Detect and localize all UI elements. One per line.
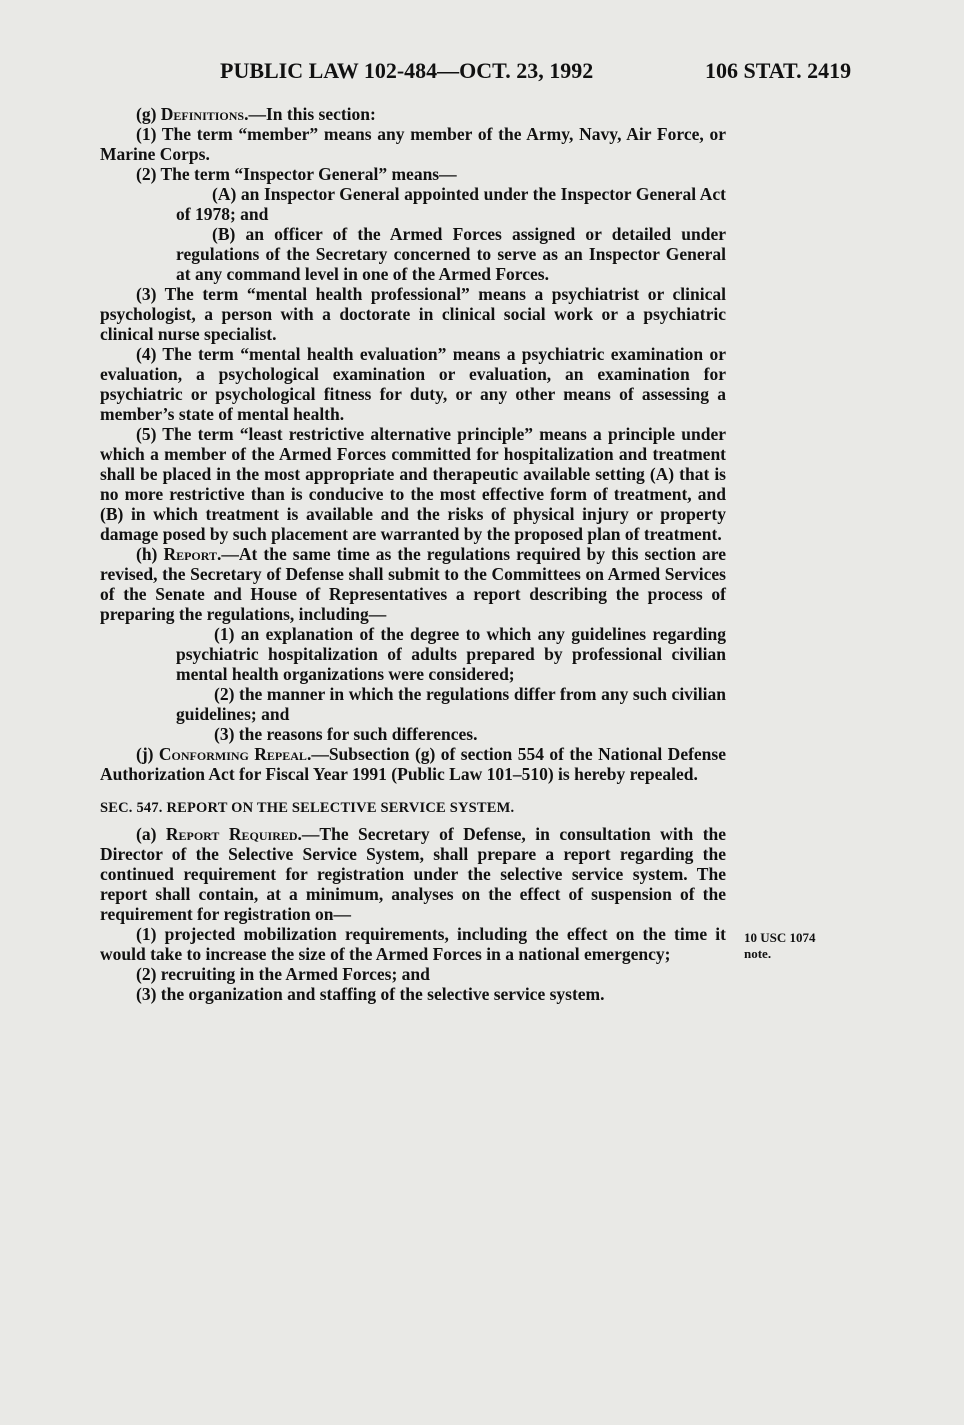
definition-3: (3) The term “mental health professional” means a psychiatrist or clinical psychologist, a person with a doctorate in clinical social work or a psychiatric clinical nurse specialist. <box>100 284 726 344</box>
subsection-h-heading: Report <box>163 544 217 564</box>
subsection-g-heading: Definitions <box>160 104 245 124</box>
report-item-3: (3) the reasons for such differences. <box>214 724 478 744</box>
margin-citation-note <box>744 930 864 962</box>
header-page-ref: 106 STAT. 2419 <box>705 58 852 83</box>
definition-5: (5) The term “least restrictive alternative principle” means a principle under which a member of the Armed Forces committed for hospitalization and treatment shall be placed in the most appropriate and therapeutic available setting (A) that is no more restrictive than is conducive to the most effective form of treatment, and (B) in which treatment is available and the risks of physical injury or property damage posed by such placement are warranted by the proposed plan of treatment. <box>100 424 726 544</box>
margin-note-line-2: note. <box>744 946 772 961</box>
definition-4: (4) The term “mental health evaluation” means a psychiatric examination or evaluation, a psychological examination or evaluation, an examination for psychiatric or psychological fitness for duty, or any other means of assessing a member’s state of mental health. <box>100 344 726 424</box>
report-item-2: (2) the manner in which the regulations differ from any such civilian guidelines; and <box>176 684 726 724</box>
subsection-j: (j) Conforming Repeal.—Subsection (g) of section 554 of the National Defense Authorization Act for Fiscal Year 1991 (Public Law 101–510) is hereby repealed. <box>100 744 726 784</box>
subsection-h-intro: (h) Report.—At the same time as the regulations required by this section are revised, the Secretary of Defense shall submit to the Committees on Armed Services of the Senate and House of Representatives a report describing the process of preparing the regulations, including— <box>100 544 726 624</box>
section-547-item-1: (1) projected mobilization requirements, including the effect on the time it would take to increase the size of the Armed Forces in a national emergency; <box>100 924 726 964</box>
page-header <box>0 58 964 88</box>
body-text <box>100 104 726 1004</box>
subsection-j-heading: Conforming Repeal <box>158 744 307 764</box>
section-547-item-2: (2) recruiting in the Armed Forces; and <box>136 964 430 984</box>
margin-note-line-1: 10 USC 1074 <box>744 930 816 945</box>
subsection-g-intro: (g) Definitions.—In this section: <box>136 104 376 124</box>
definition-2: (2) The term “Inspector General” means— <box>136 164 457 184</box>
definition-2b: (B) an officer of the Armed Forces assigned or detailed under regulations of the Secretary concerned to serve as an Inspector General at any command level in one of the Armed Forces. <box>176 224 726 284</box>
section-547-item-3: (3) the organization and staffing of the selective service system. <box>136 984 605 1004</box>
section-547-heading: SEC. 547. REPORT ON THE SELECTIVE SERVICE SYSTEM. <box>100 800 515 816</box>
definition-1: (1) The term “member” means any member of the Army, Navy, Air Force, or Marine Corps. <box>100 124 726 164</box>
section-547-a: (a) Report Required.—The Secretary of Defense, in consultation with the Director of the Selective Service System, shall prepare a report regarding the continued requirement for registration under the selective service system. The report shall contain, at a minimum, analyses on the effect of suspension of the requirement for registration on— <box>100 824 727 924</box>
header-title: PUBLIC LAW 102-484—OCT. 23, 1992 <box>220 58 594 83</box>
definition-2a: (A) an Inspector General appointed under the Inspector General Act of 1978; and <box>176 184 726 224</box>
section-547-a-heading: Report Required <box>165 824 298 844</box>
report-item-1: (1) an explanation of the degree to which any guidelines regarding psychiatric hospitalization of adults prepared by professional civilian mental health organizations were considered; <box>176 624 726 684</box>
